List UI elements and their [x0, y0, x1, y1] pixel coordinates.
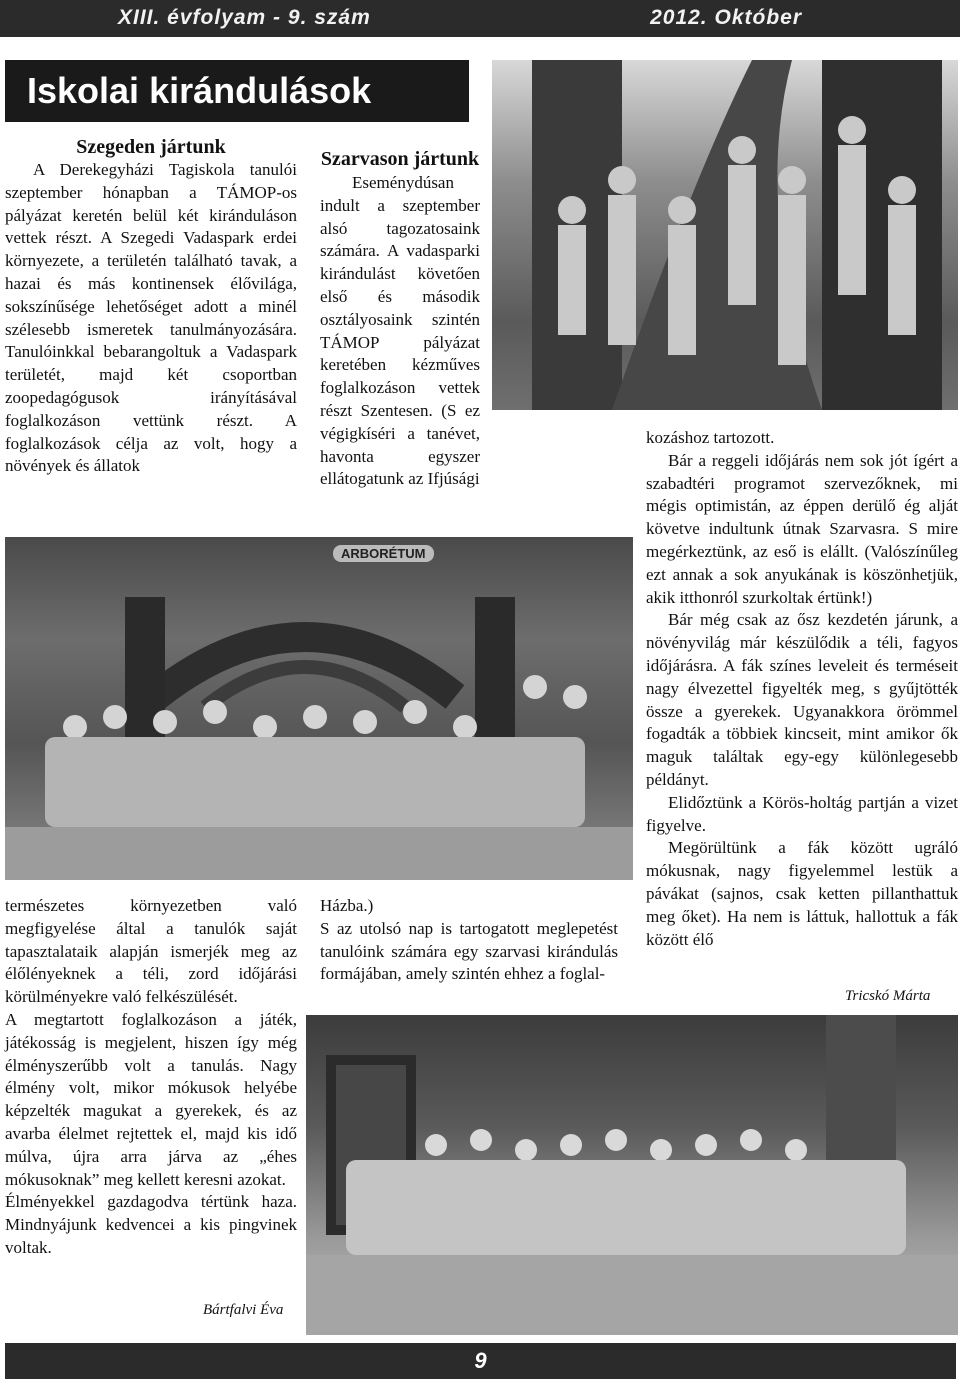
article1-part3: A megtartott foglalkozáson a játék, játékosság is megjelent, hiszen így még élményszerűbb volt a tanulás. Nagy élmény volt, mikor mókusok helyébe képzelték magukat a gyerekek, és az avarba élelmet rejtettek el, majd kis idő múlva, újra arra járva az „éhes mókusoknak” meg kellett keresni azokat.	[5, 1009, 297, 1189]
article2-part4: kozáshoz tartozott.	[646, 428, 775, 447]
article2-right-column	[646, 427, 958, 951]
article2-author: Tricskó Márta	[845, 988, 931, 1004]
photo-arboretum-gate	[5, 537, 633, 880]
article2-top-column	[320, 146, 480, 491]
article2-part2: Házba.)	[320, 896, 374, 915]
article1-part1: A Derekegyházi Tagiskola tanulói szeptember hónapban a TÁMOP-os pályázat keretén belül két kiránduláson vettek részt. A Szegedi Vadaspark erdei környezete, a területén található tavak, a hazai és más kontinensek élővilága, sokszínűsége lehetőséget adott a minél szélesebb ismeretek tanulmányozására. Tanulóinkkal bebarangoltuk a Vadaspark területét, majd két csoportban zoopedagógusok irányításával foglalkozáson vettünk részt. A foglalkozások célja az volt, hogy a növények és állatok	[5, 160, 297, 476]
article2-middle-column	[320, 895, 618, 986]
issue-volume: XIII. évfolyam - 9. szám	[118, 6, 371, 29]
article2-title: Szarvason jártunk	[320, 148, 480, 170]
page-headline: Iskolai kirándulások	[5, 60, 469, 122]
issue-date: 2012. Október	[650, 6, 802, 29]
photo-children-by-tree	[492, 60, 958, 410]
article2-part7: Elidőztünk a Körös-holtág partján a vizet figyelve.	[646, 792, 958, 835]
article1-title: Szegeden jártunk	[76, 136, 226, 158]
article1-author: Bártfalvi Éva	[203, 1302, 284, 1318]
article2-part5: Bár a reggeli időjárás nem sok jót ígért a szabadtéri programot szervezőknek, mi mégis optimistán, az éppen derülő ég alját követve indultunk útnak Szarvasra. S mire megérkeztünk, az eső is elállt. (Valószínűleg ezt annak a sok anyukának is köszönhetjük, akik itthonról szurkoltak értünk!)	[646, 450, 958, 607]
photo-group-by-building	[306, 1015, 958, 1335]
article1-bottom-column	[5, 895, 297, 1260]
article2-part3: S az utolsó nap is tartogatott meglepetést tanulóink számára egy szarvasi kirándulás formájában, amely szintén ehhez a foglal-	[320, 918, 618, 984]
article2-part1: Eseménydúsan indult a szeptember alsó tagozatosaink számára. A vadasparki kirándulást követően első és második osztályosaink szintén TÁMOP pályázat keretében kézműves foglalkozáson vettek részt Szentesen. (S ez végigkíséri a tanévet, havonta egyszer ellátogatunk az Ifjúsági	[320, 173, 480, 489]
article2-part6: Bár még csak az ősz kezdetén járunk, a növényvilág már készülődik a téli, fagyos időjárásra. A fák színes leveleit és terméseit nagy élvezettel figyelték meg, s gyűjtötték össze a gyerekek. Ugyanakkora örömmel fogadták a többiek kincseit, mint amikor ők maguk találtak egy-egy különlegesebb példányt.	[646, 610, 958, 789]
page-number-bar	[5, 1343, 956, 1379]
gate-sign: ARBORÉTUM	[333, 545, 434, 562]
page-number: 9	[474, 1348, 487, 1373]
article1-part4: Élményekkel gazdagodva tértünk haza. Mindnyájunk kedvencei a kis pingvinek voltak.	[5, 1192, 297, 1257]
building-photo-art	[306, 1015, 958, 1335]
article1-part2: természetes környezetben való megfigyelése által a tanulók saját tapasztalataik alapján ismerjék meg az élőlényeknek a téli, zord időjárási körülményekre való felkészülését.	[5, 896, 297, 1007]
header-bar	[0, 0, 960, 37]
article2-part8: Megörültünk a fák között ugráló mókusnak, nagy figyelemmel lestük a pávákat (sajnos, csak ketten pillanthattuk meg őket). Ha nem is láttuk, hallottuk a fák között élő	[646, 838, 958, 949]
tree-photo-art	[492, 60, 958, 410]
article1-top-column	[5, 135, 297, 478]
gate-photo-art	[5, 537, 633, 880]
